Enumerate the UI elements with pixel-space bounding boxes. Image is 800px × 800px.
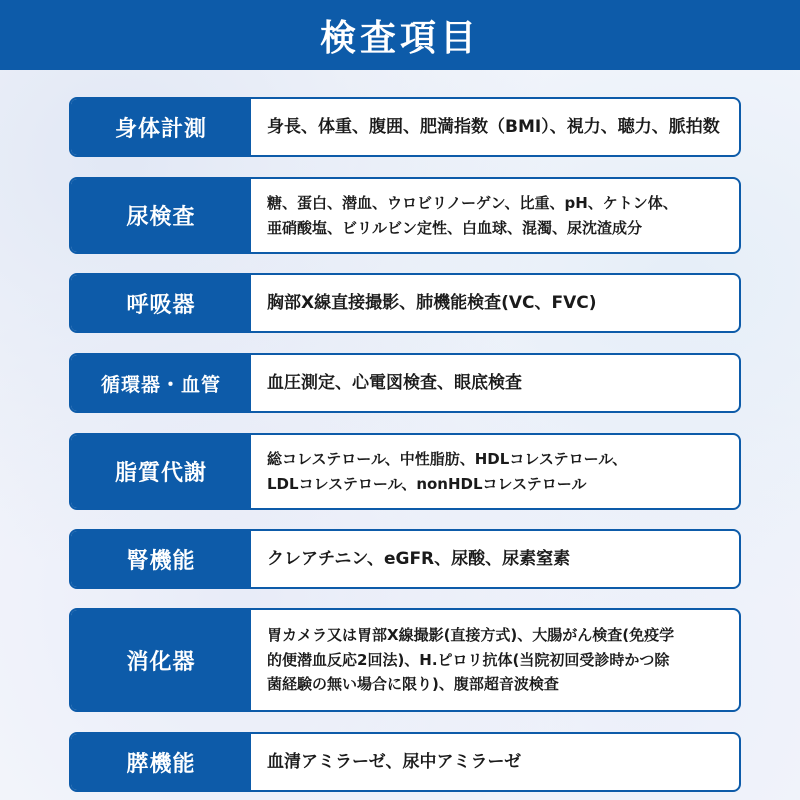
row-urine-test [69,177,741,254]
header-bar [0,0,800,70]
row-content [251,99,739,155]
row-content [251,355,739,411]
row-label: 身体計測 [71,99,251,155]
row-text-line: 胸部X線直接撮影、肺機能検査(VC、FVC) [267,292,597,313]
row-content [251,435,739,508]
row-text-line: 菌経験の無い場合に限り)、腹部超音波検査 [267,675,559,694]
row-circulatory [69,353,741,413]
row-pancreas-function [69,732,741,792]
row-label: 消化器 [71,610,251,710]
row-text-line: 総コレステロール、中性脂肪、HDLコレステロール、 [267,449,628,468]
row-text-line: 血清アミラーゼ、尿中アミラーゼ [267,751,522,772]
row-lipid-metabolism [69,433,741,510]
row-digestive [69,608,741,712]
row-content [251,179,739,252]
row-text-line: 亜硝酸塩、ビリルビン定性、白血球、混濁、尿沈渣成分 [267,218,643,237]
row-text-line: 糖、蛋白、潜血、ウロビリノーゲン、比重、pH、ケトン体、 [267,193,678,212]
row-kidney-function [69,529,741,589]
row-text-line: クレアチニン、eGFR、尿酸、尿素窒素 [267,548,571,569]
row-text-line: 血圧測定、心電図検査、眼底検査 [267,372,522,393]
row-label: 呼吸器 [71,275,251,331]
row-content [251,610,739,710]
row-body-measurement [69,97,741,157]
row-content [251,531,739,587]
page-title: 検査項目 [319,17,480,59]
row-respiratory [69,273,741,333]
row-content [251,734,739,790]
row-label: 腎機能 [71,531,251,587]
row-label: 循環器・血管 [71,355,251,411]
row-text-line: 的便潜血反応2回法)、H.ピロリ抗体(当院初回受診時かつ除 [267,650,670,669]
row-content [251,275,739,331]
row-label: 膵機能 [71,734,251,790]
row-label: 尿検査 [71,179,251,252]
row-text-line: 身長、体重、腹囲、肥満指数（BMI）、視力、聴力、脈拍数 [267,116,720,137]
row-label: 脂質代謝 [71,435,251,508]
row-text-line: LDLコレステロール、nonHDLコレステロール [267,474,587,493]
row-text-line: 胃カメラ又は胃部X線撮影(直接方式)、大腸がん検査(免疫学 [267,625,675,644]
